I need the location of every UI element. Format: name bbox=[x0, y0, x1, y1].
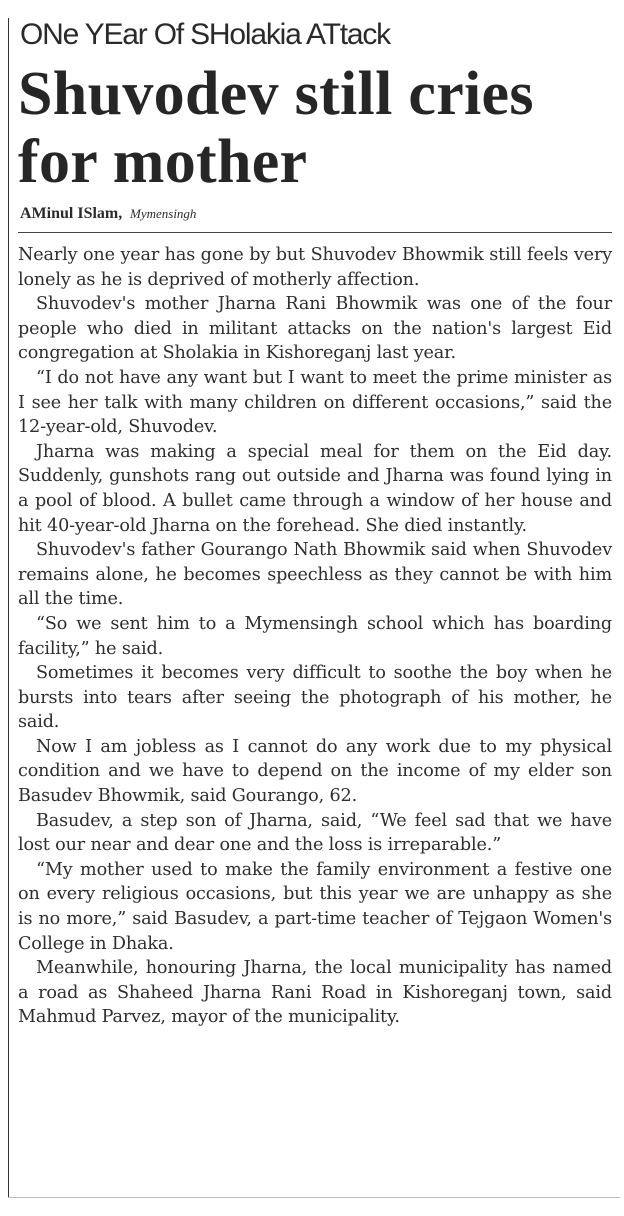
column-rule-bottom bbox=[8, 1197, 620, 1198]
article bbox=[18, 14, 612, 1030]
paragraph: Nearly one year has gone by but Shuvodev Bhowmik still feels very lonely as he is deprived of motherly affection. bbox=[18, 245, 612, 290]
byline-divider bbox=[18, 232, 612, 233]
paragraph: Jharna was making a special meal for them on the Eid day. Suddenly, gunshots rang out outside and Jharna was found lying in a pool of blood. A bullet came through a window of her house and hit 40-year-old Jharna on the forehead. She died instantly. bbox=[18, 441, 612, 536]
paragraph: Meanwhile, honouring Jharna, the local municipality has named a road as Shaheed Jharna Rani Road in Kishoreganj town, said Mahmud Parvez, mayor of the municipality. bbox=[18, 958, 612, 1028]
article-body bbox=[18, 243, 612, 1030]
paragraph: Now I am jobless as I cannot do any work due to my physical condition and we have to depend on the income of my elder son Basudev Bhowmik, said Gourango, 62. bbox=[18, 736, 612, 807]
paragraph: “So we sent him to a Mymensingh school which has boarding facility,” he said. bbox=[18, 613, 612, 659]
column-rule-left bbox=[8, 18, 9, 1198]
byline bbox=[20, 202, 612, 226]
paragraph: Shuvodev's mother Jharna Rani Bhowmik was one of the four people who died in militant attacks on the nation's largest Eid congregation at Sholakia in Kishoreganj last year. bbox=[18, 294, 612, 364]
byline-location: Mymensingh bbox=[130, 206, 197, 221]
byline-author: AMinul ISlam, bbox=[20, 205, 123, 222]
paragraph: “My mother used to make the family environment a festive one on every religious occasions, but this year we are unhappy as she is no more,” said Basudev, a part-time teacher of Tejgaon Women's College in Dhaka. bbox=[18, 859, 612, 954]
kicker: ONe YEar Of SHolakia ATtack bbox=[20, 18, 390, 51]
paragraph: Basudev, a step son of Jharna, said, “We feel sad that we have lost our near and dear one and the loss is irreparable.” bbox=[18, 810, 612, 856]
paragraph: Sometimes it becomes very difficult to soothe the boy when he bursts into tears after seeing the photograph of his mother, he said. bbox=[18, 663, 612, 733]
headline: Shuvodev still cries for mother bbox=[18, 60, 534, 196]
paragraph: “I do not have any want but I want to meet the prime minister as I see her talk with many children on different occasions,” said the 12-year-old, Shuvodev. bbox=[18, 367, 612, 438]
paragraph: Shuvodev's father Gourango Nath Bhowmik said when Shuvodev remains alone, he becomes speechless as they cannot be with him all the time. bbox=[18, 540, 612, 610]
